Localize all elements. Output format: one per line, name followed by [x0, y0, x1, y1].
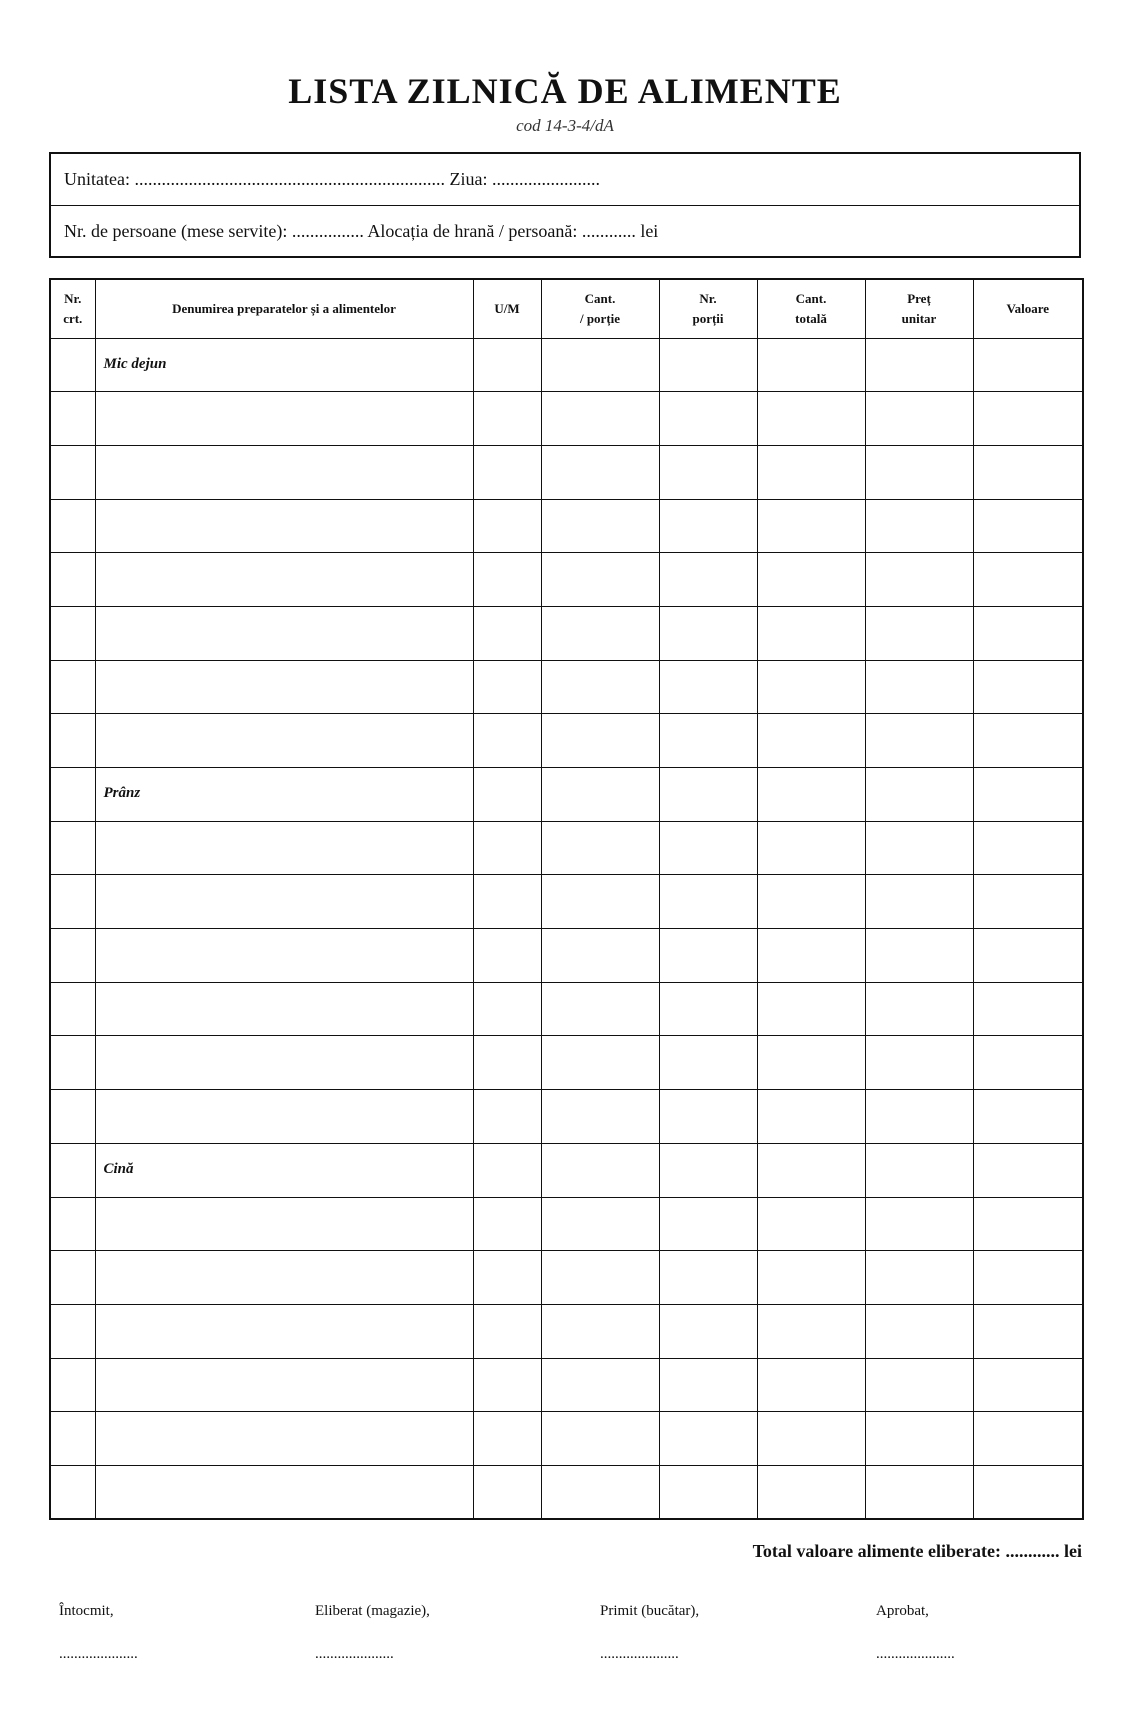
signature-line-prepared[interactable]: ..................... — [59, 1646, 138, 1662]
table-cell[interactable] — [659, 606, 757, 660]
table-cell[interactable] — [95, 606, 473, 660]
table-cell[interactable] — [659, 714, 757, 768]
table-cell[interactable] — [659, 660, 757, 714]
table-cell[interactable] — [973, 499, 1083, 553]
table-cell[interactable] — [473, 499, 541, 553]
table-cell[interactable] — [865, 1251, 973, 1305]
table-row — [50, 606, 1083, 660]
table-cell[interactable] — [757, 499, 865, 553]
signature-line-received[interactable]: ..................... — [600, 1646, 679, 1662]
table-cell[interactable] — [973, 768, 1083, 822]
table-row — [50, 1465, 1083, 1519]
total-value-line[interactable]: Total valoare alimente eliberate: ............ lei — [752, 1541, 1082, 1561]
form-title: LISTA ZILNICĂ DE ALIMENTE — [288, 71, 842, 111]
table-cell[interactable] — [973, 1304, 1083, 1358]
table-cell[interactable] — [473, 392, 541, 446]
header-denumire: Denumirea preparatelor și a alimentelor — [95, 279, 473, 338]
section-label-breakfast: Mic dejun — [95, 338, 473, 392]
table-row — [50, 499, 1083, 553]
table-cell[interactable] — [50, 875, 95, 929]
table-cell[interactable] — [50, 1465, 95, 1519]
table-cell[interactable] — [95, 1358, 473, 1412]
header-cant-portie: Cant. / porție — [541, 279, 659, 338]
table-row — [50, 1358, 1083, 1412]
table-cell[interactable] — [973, 660, 1083, 714]
table-cell[interactable] — [973, 875, 1083, 929]
table-cell[interactable] — [865, 1465, 973, 1519]
signature-label-received: Primit (bucătar), — [600, 1603, 700, 1619]
table-cell[interactable] — [659, 768, 757, 822]
signature-line-released[interactable]: ..................... — [315, 1646, 394, 1662]
table-cell[interactable] — [973, 821, 1083, 875]
table-cell[interactable] — [973, 392, 1083, 446]
table-cell[interactable] — [541, 714, 659, 768]
table-cell[interactable] — [865, 499, 973, 553]
table-cell[interactable] — [659, 392, 757, 446]
table-cell[interactable] — [757, 553, 865, 607]
table-cell[interactable] — [95, 1465, 473, 1519]
table-cell[interactable] — [541, 660, 659, 714]
table-cell[interactable] — [541, 1465, 659, 1519]
table-cell[interactable] — [973, 1358, 1083, 1412]
signature-label-prepared: Întocmit, — [59, 1603, 114, 1619]
table-cell[interactable] — [757, 1090, 865, 1144]
table-cell[interactable] — [95, 1251, 473, 1305]
table-cell[interactable] — [541, 1036, 659, 1090]
table-cell[interactable] — [973, 1251, 1083, 1305]
table-cell[interactable] — [473, 1358, 541, 1412]
table-cell[interactable] — [50, 1304, 95, 1358]
table-cell[interactable] — [473, 982, 541, 1036]
table-cell[interactable] — [757, 660, 865, 714]
section-row-dinner — [50, 1143, 1083, 1197]
table-cell[interactable] — [757, 982, 865, 1036]
table-cell[interactable] — [973, 1036, 1083, 1090]
table-cell[interactable] — [473, 929, 541, 983]
form-code: cod 14-3-4/dA — [516, 116, 614, 135]
table-body — [50, 338, 1083, 1519]
table-row — [50, 1304, 1083, 1358]
table-cell[interactable] — [757, 445, 865, 499]
table-cell[interactable] — [541, 768, 659, 822]
table-cell[interactable] — [973, 1465, 1083, 1519]
table-row — [50, 445, 1083, 499]
header-valoare: Valoare — [973, 279, 1083, 338]
table-cell[interactable] — [757, 875, 865, 929]
unit-day-field[interactable]: Unitatea: ..................................................................... Ziua: ........................ — [64, 169, 600, 189]
signature-label-released: Eliberat (magazie), — [315, 1603, 430, 1619]
table-cell[interactable] — [865, 768, 973, 822]
table-cell[interactable] — [95, 929, 473, 983]
table-cell[interactable] — [659, 1036, 757, 1090]
table-cell[interactable] — [865, 875, 973, 929]
table-cell[interactable] — [865, 1036, 973, 1090]
table-cell[interactable] — [473, 1090, 541, 1144]
table-cell[interactable] — [757, 1304, 865, 1358]
table-cell[interactable] — [50, 1358, 95, 1412]
table-cell[interactable] — [541, 1412, 659, 1466]
table-cell[interactable] — [473, 1197, 541, 1251]
table-row — [50, 553, 1083, 607]
table-cell[interactable] — [757, 768, 865, 822]
table-cell[interactable] — [973, 445, 1083, 499]
food-list-table — [49, 278, 1084, 1520]
table-cell[interactable] — [865, 714, 973, 768]
table-cell[interactable] — [865, 553, 973, 607]
table-cell[interactable] — [473, 714, 541, 768]
table-cell[interactable] — [757, 929, 865, 983]
table-cell[interactable] — [541, 1358, 659, 1412]
table-cell[interactable] — [865, 929, 973, 983]
table-cell[interactable] — [50, 1412, 95, 1466]
table-cell[interactable] — [50, 553, 95, 607]
table-cell[interactable] — [473, 445, 541, 499]
info-row-persons-allowance — [51, 205, 1079, 256]
table-cell[interactable] — [95, 660, 473, 714]
table-cell[interactable] — [757, 1412, 865, 1466]
section-row-lunch — [50, 768, 1083, 822]
table-cell[interactable] — [659, 338, 757, 392]
table-cell[interactable] — [473, 553, 541, 607]
table-cell[interactable] — [95, 982, 473, 1036]
table-cell[interactable] — [50, 338, 95, 392]
table-cell[interactable] — [757, 1036, 865, 1090]
table-cell[interactable] — [541, 445, 659, 499]
table-cell[interactable] — [473, 1304, 541, 1358]
header-pret-unitar: Preț unitar — [865, 279, 973, 338]
table-row — [50, 929, 1083, 983]
table-cell[interactable] — [659, 982, 757, 1036]
table-cell[interactable] — [973, 1412, 1083, 1466]
table-cell[interactable] — [659, 929, 757, 983]
table-cell[interactable] — [659, 1090, 757, 1144]
table-cell[interactable] — [865, 982, 973, 1036]
table-row — [50, 982, 1083, 1036]
table-row — [50, 660, 1083, 714]
table-cell[interactable] — [50, 445, 95, 499]
table-cell[interactable] — [541, 1197, 659, 1251]
table-cell[interactable] — [50, 929, 95, 983]
table-cell[interactable] — [659, 1358, 757, 1412]
table-cell[interactable] — [95, 553, 473, 607]
section-label-dinner: Cină — [95, 1143, 473, 1197]
table-cell[interactable] — [541, 553, 659, 607]
table-cell[interactable] — [973, 1143, 1083, 1197]
header-um: U/M — [473, 279, 541, 338]
table-cell[interactable] — [973, 338, 1083, 392]
info-row-unit-day — [51, 154, 1079, 205]
header-nr-crt: Nr. crt. — [50, 279, 95, 338]
table-cell[interactable] — [95, 821, 473, 875]
table-row — [50, 1412, 1083, 1466]
table-cell[interactable] — [541, 338, 659, 392]
table-cell[interactable] — [865, 338, 973, 392]
table-cell[interactable] — [473, 338, 541, 392]
table-cell[interactable] — [541, 1251, 659, 1305]
table-cell[interactable] — [50, 1036, 95, 1090]
table-cell[interactable] — [541, 1090, 659, 1144]
table-cell[interactable] — [659, 821, 757, 875]
table-cell[interactable] — [95, 392, 473, 446]
header-cant-totala: Cant. totală — [757, 279, 865, 338]
table-cell[interactable] — [757, 1143, 865, 1197]
table-row — [50, 1036, 1083, 1090]
table-cell[interactable] — [757, 338, 865, 392]
table-cell[interactable] — [973, 929, 1083, 983]
table-cell[interactable] — [865, 445, 973, 499]
table-cell[interactable] — [757, 821, 865, 875]
table-cell[interactable] — [973, 982, 1083, 1036]
table-cell[interactable] — [659, 875, 757, 929]
table-cell[interactable] — [50, 606, 95, 660]
table-cell[interactable] — [541, 929, 659, 983]
table-cell[interactable] — [865, 1197, 973, 1251]
table-cell[interactable] — [757, 1358, 865, 1412]
table-cell[interactable] — [50, 768, 95, 822]
table-cell[interactable] — [50, 1197, 95, 1251]
table-cell[interactable] — [541, 606, 659, 660]
table-cell[interactable] — [659, 1412, 757, 1466]
table-cell[interactable] — [757, 1197, 865, 1251]
table-cell[interactable] — [659, 1197, 757, 1251]
table-cell[interactable] — [973, 1197, 1083, 1251]
table-cell[interactable] — [659, 1304, 757, 1358]
table-cell[interactable] — [541, 982, 659, 1036]
table-cell[interactable] — [50, 1090, 95, 1144]
table-cell[interactable] — [541, 875, 659, 929]
table-cell[interactable] — [865, 1304, 973, 1358]
signature-line-approved[interactable]: ..................... — [876, 1646, 955, 1662]
table-cell[interactable] — [757, 714, 865, 768]
table-cell[interactable] — [473, 821, 541, 875]
table-cell[interactable] — [865, 660, 973, 714]
table-cell[interactable] — [95, 1036, 473, 1090]
table-cell[interactable] — [50, 821, 95, 875]
table-row — [50, 714, 1083, 768]
table-cell[interactable] — [541, 499, 659, 553]
table-row — [50, 821, 1083, 875]
table-cell[interactable] — [50, 1143, 95, 1197]
table-cell[interactable] — [865, 1090, 973, 1144]
table-row — [50, 392, 1083, 446]
table-cell[interactable] — [659, 499, 757, 553]
signature-label-approved: Aprobat, — [876, 1603, 929, 1619]
table-cell[interactable] — [973, 606, 1083, 660]
table-cell[interactable] — [473, 1251, 541, 1305]
table-cell[interactable] — [473, 1036, 541, 1090]
table-row — [50, 1197, 1083, 1251]
table-cell[interactable] — [95, 499, 473, 553]
table-cell[interactable] — [50, 660, 95, 714]
table-cell[interactable] — [865, 1412, 973, 1466]
table-row — [50, 1251, 1083, 1305]
table-cell[interactable] — [541, 392, 659, 446]
table-cell[interactable] — [95, 1090, 473, 1144]
table-cell[interactable] — [865, 1143, 973, 1197]
table-cell[interactable] — [973, 714, 1083, 768]
table-cell[interactable] — [95, 1304, 473, 1358]
table-cell[interactable] — [757, 606, 865, 660]
table-cell[interactable] — [659, 1143, 757, 1197]
header-row — [50, 279, 1083, 338]
table-cell[interactable] — [541, 1143, 659, 1197]
persons-allowance-field[interactable]: Nr. de persoane (mese servite): ................ Alocația de hrană / persoană: ............ lei — [64, 220, 659, 241]
table-cell[interactable] — [865, 392, 973, 446]
table-cell[interactable] — [473, 1465, 541, 1519]
table-cell[interactable] — [50, 392, 95, 446]
table-cell[interactable] — [95, 1412, 473, 1466]
table-cell[interactable] — [865, 821, 973, 875]
table-cell[interactable] — [50, 714, 95, 768]
table-cell[interactable] — [95, 445, 473, 499]
table-cell[interactable] — [973, 1090, 1083, 1144]
table-cell[interactable] — [541, 821, 659, 875]
table-row — [50, 875, 1083, 929]
table-cell[interactable] — [757, 392, 865, 446]
table-cell[interactable] — [973, 553, 1083, 607]
section-label-lunch: Prânz — [95, 768, 473, 822]
table-cell[interactable] — [473, 1143, 541, 1197]
table-cell[interactable] — [50, 1251, 95, 1305]
table-cell[interactable] — [50, 499, 95, 553]
info-box — [49, 152, 1081, 258]
table-cell[interactable] — [473, 875, 541, 929]
table-cell[interactable] — [659, 1251, 757, 1305]
table-cell[interactable] — [865, 1358, 973, 1412]
table-cell[interactable] — [659, 445, 757, 499]
table-cell[interactable] — [95, 714, 473, 768]
table-cell[interactable] — [659, 1465, 757, 1519]
section-row-breakfast — [50, 338, 1083, 392]
table-cell[interactable] — [95, 1197, 473, 1251]
table-cell[interactable] — [541, 1304, 659, 1358]
table-cell[interactable] — [50, 982, 95, 1036]
table-cell[interactable] — [659, 553, 757, 607]
table-cell[interactable] — [473, 768, 541, 822]
table-cell[interactable] — [757, 1251, 865, 1305]
table-cell[interactable] — [865, 606, 973, 660]
table-cell[interactable] — [473, 1412, 541, 1466]
table-cell[interactable] — [473, 606, 541, 660]
header-nr-portii: Nr. porții — [659, 279, 757, 338]
table-cell[interactable] — [95, 875, 473, 929]
table-cell[interactable] — [757, 1465, 865, 1519]
table-row — [50, 1090, 1083, 1144]
table-cell[interactable] — [473, 660, 541, 714]
